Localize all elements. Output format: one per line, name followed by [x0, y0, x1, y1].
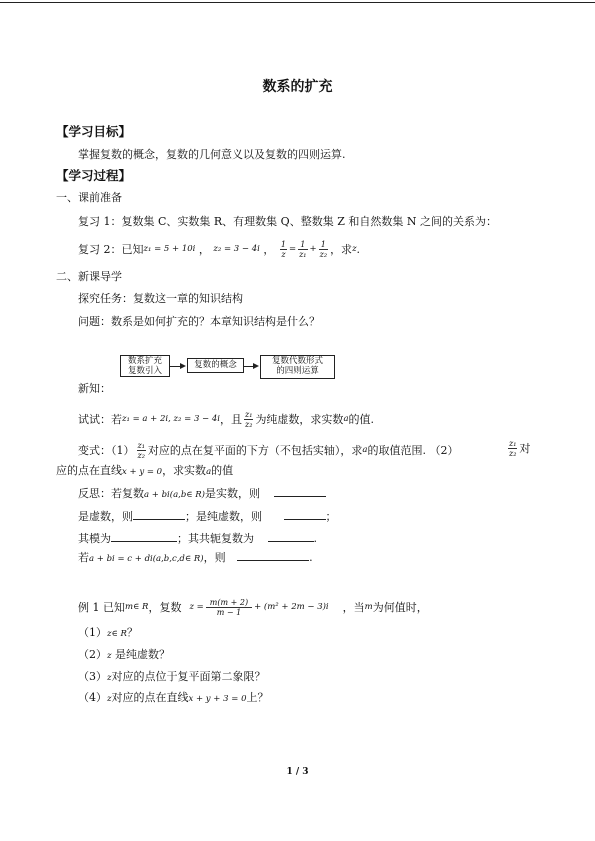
- fraction-example: $\frac{m(m + 2)}{m - 1}$: [206, 598, 252, 617]
- answer-blank-equal[interactable]: [237, 550, 309, 561]
- diagram-box-concept: 复数的概念: [187, 358, 244, 373]
- variant-text-3: 对: [519, 442, 531, 455]
- answer-blank-pure-imaginary[interactable]: [284, 509, 326, 520]
- variant-line-1: [78, 437, 459, 463]
- page-number: 1 / 3: [286, 767, 309, 777]
- variant-text-1: 对应的点在复平面的下方（不包括实轴），求: [147, 444, 363, 457]
- reflection-line-2: 是虚数，则 ；是纯虚数，则 ；: [78, 510, 337, 523]
- page-title: 数系的扩充: [262, 79, 333, 95]
- answer-blank-real[interactable]: [274, 486, 326, 497]
- reflection-line-3: 其模为 ；其共轭复数为 .: [78, 532, 317, 545]
- top-rule: [0, 2, 595, 3]
- equals-sign: =: [288, 244, 297, 254]
- variant-line-2: 应的点在直线x + y = 0，求实数a的值: [56, 464, 234, 477]
- example-1: 例 1 已知 m∈ R ，复数 z = $\frac{m(m + 2)}{m - 1}$ + (m² + 2m − 3)i ，当 m 为何值时，: [78, 597, 428, 617]
- review-2-prefix: 复习 2：已知: [78, 243, 144, 256]
- variant-prefix: 变式：（1）: [78, 444, 135, 457]
- question-1: （1）z∈ R？: [78, 626, 138, 639]
- review-1: 复习 1：复数集 C、实数集 R、有理数集 Q、整数集 Z 和自然数集 N 之间的关系为：: [78, 215, 497, 228]
- reflection-line-1: 反思：若复数a + bi(a,b∈ R)是实数，则: [78, 485, 326, 501]
- question-2: （2）z 是纯虚数？: [78, 648, 170, 661]
- review-2-suffix: ，求: [330, 243, 353, 256]
- trial-suffix: 为纯虚数，求实数: [255, 413, 344, 426]
- fraction-1-over-z1: $\frac{1}{\text{z₁}}$: [299, 239, 307, 259]
- reflection-line-4: 若a + bi = c + di(a,b,c,d∈ R)，则 .: [78, 551, 313, 564]
- review-2-z2: z₂ = 3 − 4i: [213, 244, 260, 254]
- answer-blank-imaginary[interactable]: [133, 509, 185, 520]
- section-1: 一、课前准备: [56, 191, 122, 204]
- answer-blank-conjugate[interactable]: [268, 531, 314, 542]
- review-2: 复习 2：已知 z₁ = 5 + 10i ， z₂ = 3 − 4i ， $\frac{1}{z}$ = $\frac{1}{\text{z₁}}$ + $\frac{1}{\text{z₂}}$ ，求 z .: [78, 239, 361, 259]
- question-4: （4）z对应的点在直线x + y + 3 = 0上？: [78, 691, 269, 704]
- trial-prefix: 试试：若: [78, 413, 122, 426]
- variant-line-1-end: [506, 435, 530, 461]
- task: 探究任务：复数这一章的知识结构: [78, 292, 243, 305]
- variant-a: a: [362, 445, 368, 455]
- question: 问题：数系是如何扩充的？本章知识结构是什么？: [78, 315, 320, 328]
- diagram-arrow-1: [169, 366, 180, 367]
- section-2: 二、新课导学: [56, 270, 122, 283]
- trial-end: 的值.: [348, 413, 375, 426]
- trial-expr: z₁ = a + 2i, z₂ = 3 − 4i: [122, 414, 221, 424]
- variant-text-2: 的取值范围. （2）: [367, 444, 459, 457]
- fraction-z1-over-z2-variant: $\frac{\text{z₁}}{\text{z₂}}$: [137, 440, 145, 460]
- plus-sign: +: [309, 244, 317, 254]
- diagram-arrowhead-1: [180, 363, 186, 369]
- objectives-heading: 【学习目标】: [56, 124, 132, 139]
- fraction-z1-over-z2-variant-2: $\frac{\text{z₁}}{\text{z₂}}$: [509, 438, 517, 458]
- objectives-text: 掌握复数的概念，复数的几何意义以及复数的四则运算.: [78, 148, 346, 161]
- review-2-z1: z₁ = 5 + 10i: [143, 244, 196, 254]
- trial-mid: ，且: [220, 413, 243, 426]
- trial-line: [78, 406, 374, 432]
- question-3: （3）z对应的点位于复平面第二象限？: [78, 670, 266, 683]
- answer-blank-modulus[interactable]: [111, 531, 177, 542]
- review-2-z: z: [352, 244, 357, 254]
- fraction-1-over-z2: $\frac{1}{\text{z₂}}$: [319, 239, 328, 259]
- diagram-arrow-2: [243, 366, 253, 367]
- diagram-arrowhead-2: [253, 363, 259, 369]
- review-2-end: .: [356, 242, 361, 256]
- fraction-1-over-z: $\frac{1}{z}$: [280, 239, 286, 259]
- new-knowledge: 新知：: [78, 382, 111, 395]
- diagram-box-number-system: 数系扩充 复数引入: [120, 355, 170, 377]
- process-heading: 【学习过程】: [56, 168, 132, 183]
- trial-a: a: [343, 414, 349, 424]
- fraction-z1-over-z2: $\frac{\text{z₁}}{\text{z₂}}$: [245, 409, 253, 429]
- diagram-box-operations: 复数代数形式 的四则运算: [260, 355, 335, 379]
